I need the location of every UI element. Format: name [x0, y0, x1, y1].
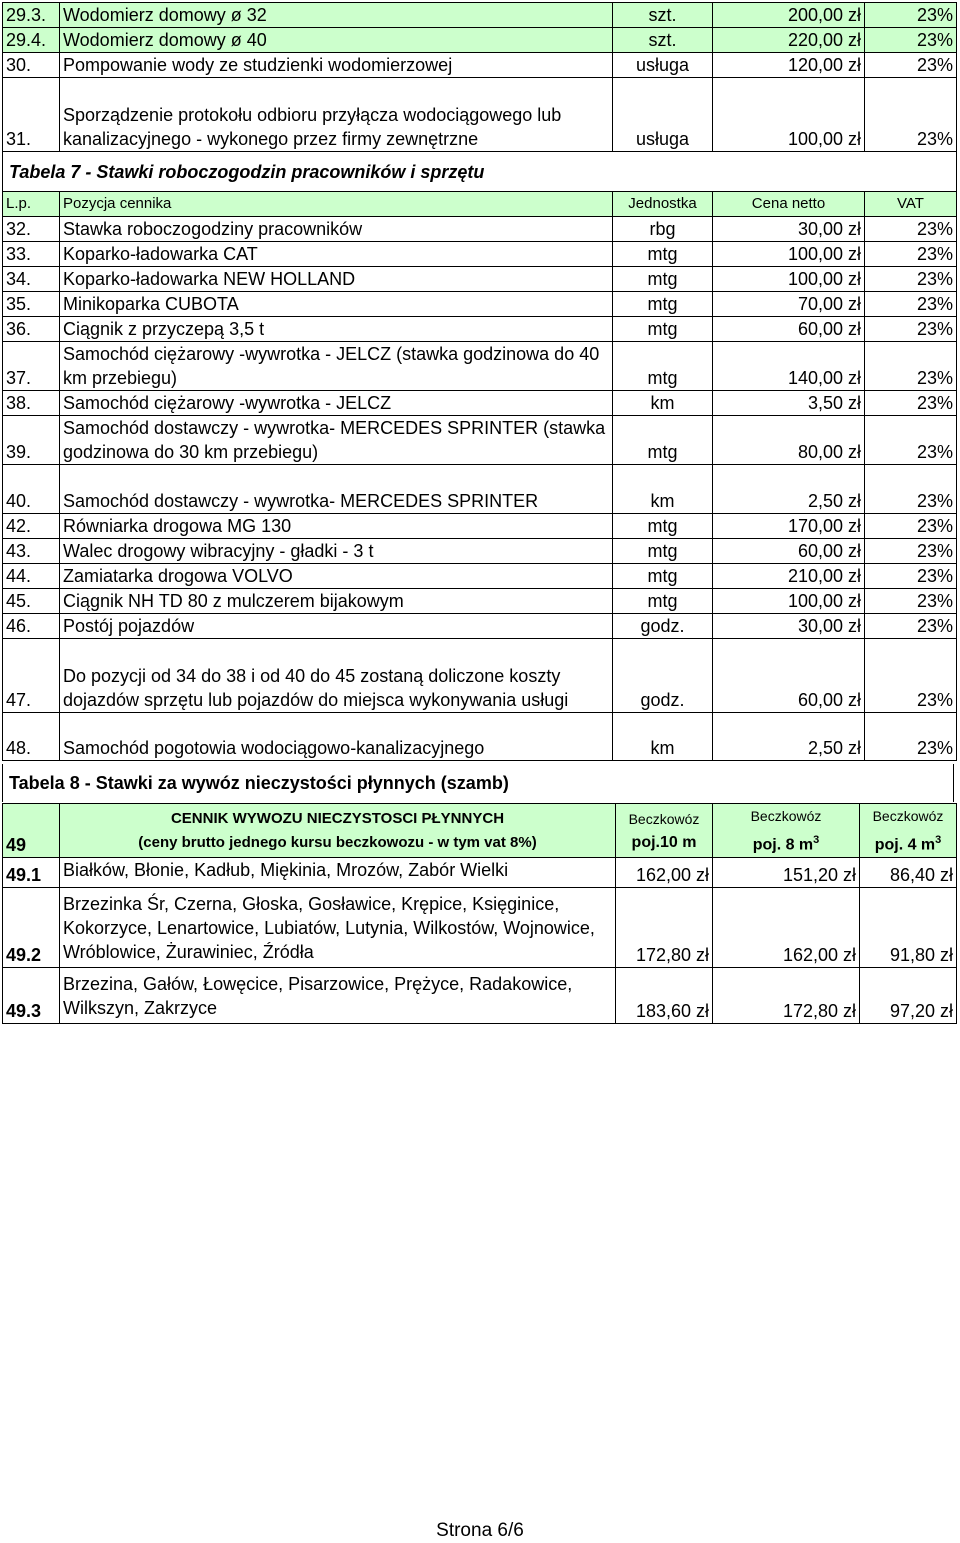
table-row: 49.2 Brzezinka Śr, Czerna, Głoska, Gosławice, Krępice, Księginice, Kokorzyce, Lenartowice, Lubiatów, Lutynia, Wilkostów, Wojnowice, Wróblowice, Żurawiniec, Źródła 172,80 zł 162,00 zł 91,80 zł [3, 888, 957, 968]
table-row: 32. Stawka roboczogodziny pracowników rbg 30,00 zł 23% [3, 217, 957, 242]
table8-header-subtitle: (ceny brutto jednego kursu beczkowozu - w tym vat 8%) [138, 833, 537, 851]
sewage-price-table [2, 803, 957, 1024]
table-row: 39. Samochód dostawczy - wywrotka- MERCEDES SPRINTER (stawka godzinowa do 30 km przebiegu) mtg 80,00 zł 23% [3, 416, 957, 465]
table-row: 33. Koparko-ładowarka CAT mtg 100,00 zł 23% [3, 242, 957, 267]
price-table-main [2, 2, 957, 761]
table8-title: Tabela 8 - Stawki za wywóz nieczystości płynnych (szamb) [2, 764, 954, 802]
table-row: 44. Zamiatarka drogowa VOLVO mtg 210,00 zł 23% [3, 564, 957, 589]
table-row: 40. Samochód dostawczy - wywrotka- MERCEDES SPRINTER km 2,50 zł 23% [3, 465, 957, 514]
table-row: 47. Do pozycji od 34 do 38 i od 40 do 45 zostaną doliczone koszty dojazdów sprzętu lub pojazdów do miejsca wykonywania usługi godz. 60,00 zł 23% [3, 639, 957, 713]
table-row: 43. Walec drogowy wibracyjny - gładki - 3 t mtg 60,00 zł 23% [3, 539, 957, 564]
table8-header-title: CENNIK WYWOZU NIECZYSTOSCI PŁYNNYCH [170, 809, 505, 827]
table-row: 36. Ciągnik z przyczepą 3,5 t mtg 60,00 zł 23% [3, 317, 957, 342]
table7-title: Tabela 7 - Stawki roboczogodzin pracowników i sprzętu [3, 152, 957, 192]
table-row: 29.4. Wodomierz domowy ø 40 szt. 220,00 zł 23% [3, 28, 957, 53]
table-row: 49.1 Białków, Błonie, Kadłub, Miękinia, Mrozów, Zabór Wielki 162,00 zł 151,20 zł 86,40 zł [3, 858, 957, 888]
table-row: 35. Minikoparka CUBOTA mtg 70,00 zł 23% [3, 292, 957, 317]
table-row: 42. Równiarka drogowa MG 130 mtg 170,00 zł 23% [3, 514, 957, 539]
table-row: 38. Samochód ciężarowy -wywrotka - JELCZ km 3,50 zł 23% [3, 391, 957, 416]
table-row: 45. Ciągnik NH TD 80 z mulczerem bijakowym mtg 100,00 zł 23% [3, 589, 957, 614]
table-row: 34. Koparko-ładowarka NEW HOLLAND mtg 100,00 zł 23% [3, 267, 957, 292]
table-row: 46. Postój pojazdów godz. 30,00 zł 23% [3, 614, 957, 639]
table-row: 31. Sporządzenie protokołu odbioru przyłącza wodociągowego lub kanalizacyjnego - wykonego przez firmy zewnętrzne usługa 100,00 zł 23% [3, 78, 957, 152]
table8-header: 49 CENNIK WYWOZU NIECZYSTOSCI PŁYNNYCH (ceny brutto jednego kursu beczkowozu - w tym vat 8%) Beczkowóz poj.10 m Beczkowóz poj. 8 $m^3$ Beczkowóz poj. 4 $m^3$ [3, 804, 957, 858]
table7-header: L.p. Pozycja cennika Jednostka Cena netto VAT [3, 192, 957, 217]
table-row: 37. Samochód ciężarowy -wywrotka - JELCZ (stawka godzinowa do 40 km przebiegu) mtg 140,00 zł 23% [3, 342, 957, 391]
page-number: Strona 6/6 [436, 1520, 524, 1541]
table-row: 48. Samochód pogotowia wodociągowo-kanalizacyjnego km 2,50 zł 23% [3, 713, 957, 761]
table-row: 29.3. Wodomierz domowy ø 32 szt. 200,00 zł 23% [3, 3, 957, 28]
table7-title-row [3, 152, 957, 192]
table-row: 30. Pompowanie wody ze studzienki wodomierzowej usługa 120,00 zł 23% [3, 53, 957, 78]
table-row: 49.3 Brzezina, Gałów, Łowęcice, Pisarzowice, Prężyce, Radakowice, Wilkszyn, Zakrzyce 183,60 zł 172,80 zł 97,20 zł [3, 968, 957, 1024]
